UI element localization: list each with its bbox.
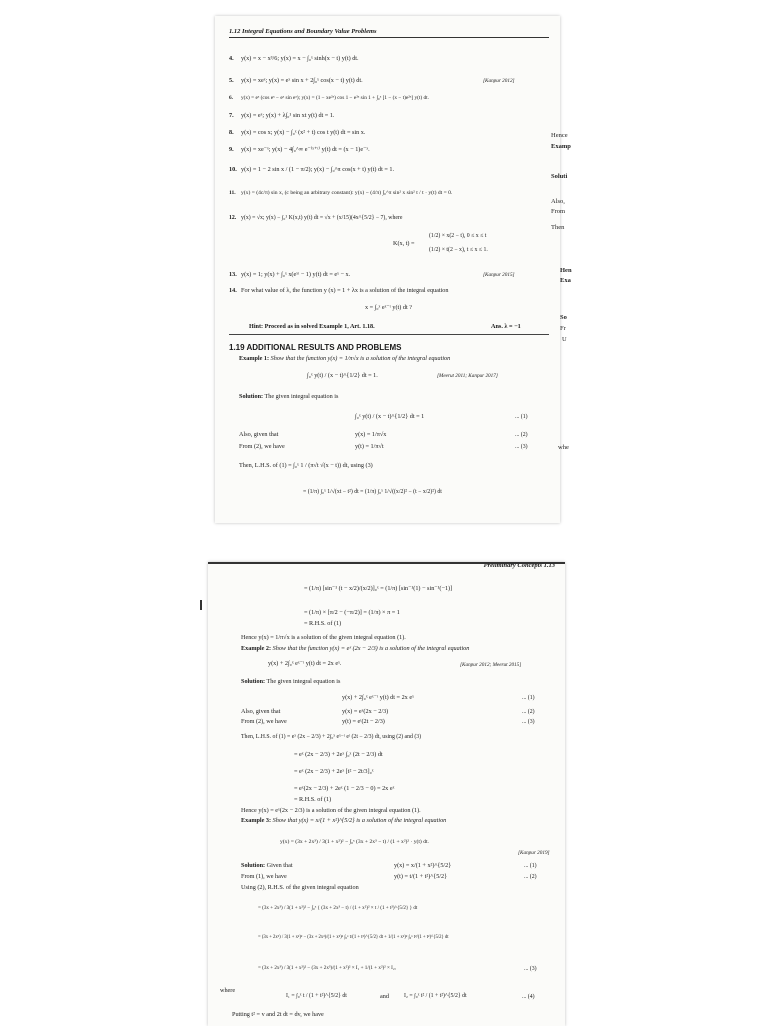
rhs-step-3: = (3x + 2x³) / 3(1 + x²)² − (3x + 2x³)/(1 + x²)² × I₁ + 1/(1 + x²)² × I₂,: [258, 965, 396, 971]
exercise-14: 14. For what value of λ, the function y (x) = 1 + λx is a solution of the integral equation: [229, 287, 449, 294]
exercise-5-source: [Kanpur 2012]: [483, 78, 515, 84]
example-3-equation: y(x) = (3x + 2x³) / 3(1 + x²)² − ∫₀ˣ (3x + 2x³ − t) / (1 + x²)² · y(t) dt.: [280, 839, 429, 845]
equation-1: y(x) + 2∫₀ˣ eˣ⁻ᵗ y(t) dt = 2x eˣ: [342, 694, 414, 701]
from-2: From (2), we have: [239, 443, 285, 450]
edge-mark: [200, 600, 202, 610]
equation-3-tag: ... (3): [522, 719, 535, 725]
equation-2: y(x) = eˣ(2x − 2/3): [342, 708, 389, 715]
example-1-statement: Example 1: Show that the function y(x) = 1/π√x is a solution of the integral equation: [239, 355, 451, 362]
margin-fragment: whe: [558, 444, 569, 451]
kernel-case-1: (1/2) × x(2 − t), 0 ≤ x ≤ t: [429, 233, 487, 239]
example-2-statement: Example 2: Show that the function y(x) = eˣ (2x − 2/3) is a solution of the integral equation: [241, 645, 470, 652]
exercise-13-source: [Kanpur 2015]: [483, 272, 515, 278]
exercise-11: 11. y(x) = (4c/π) sin x, (c being an arbitrary constant): y(x) − (4/π) ∫₀^π sin² x sin² t / t · y(t) dt = 0.: [229, 190, 453, 196]
exercise-12: 12. y(x) = √x; y(x) − ∫₀¹ K(x,t) y(t) dt = √x + (x/15)(4x^{5/2} − 7), where: [229, 215, 403, 221]
kernel-label: K(x, t) =: [393, 240, 415, 247]
then-lhs: Then, L.H.S. of (1) = eˣ (2x − 2/3) + 2∫₀ˣ eˣ⁻ᵗ eᵗ (2t − 2/3) dt, using (2) and (3): [241, 734, 422, 740]
example-3-statement: Example 3: Show that y(x) = x/(1 + x²)^{5/2} is a solution of the integral equation: [241, 817, 447, 824]
document-page-1: [215, 16, 560, 523]
margin-fragment: Fr: [560, 325, 566, 332]
margin-fragment: Also,: [551, 198, 565, 205]
i-tag: ... (4): [522, 994, 535, 1000]
equation-2-tag: ... (2): [515, 432, 528, 438]
hence-1: Hence y(x) = 1/π√x is a solution of the given integral equation (1).: [241, 634, 406, 641]
solution-3: Solution: Given that: [241, 862, 293, 869]
exercise-4: 4. y(x) = x − x³/6; y(x) = x − ∫₀ˣ sinh(x − t) y(t) dt.: [229, 55, 359, 62]
margin-fragment: Exa: [560, 277, 571, 284]
exercise-14-equation: x = ∫₀ˣ eˣ⁻ᵗ y(t) dt ?: [365, 304, 412, 311]
then-lhs-step: = (1/π) ∫₀ˣ 1/√(xt − t²) dt = (1/π) ∫₀ˣ 1/√((x/2)² − (t − x/2)²) dt: [303, 489, 442, 495]
section-title: 1.19 ADDITIONAL RESULTS AND PROBLEMS: [229, 343, 402, 352]
margin-fragment: Then: [551, 224, 565, 231]
putting-line: Putting t² = v and 2t dt = dv, we have: [232, 1011, 324, 1018]
exercise-8: 8. y(x) = cos x; y(x) − ∫₀ˣ (x² + t) cos t y(t) dt = sin x.: [229, 129, 366, 136]
equation-3: y(t) = eᵗ(2t − 2/3): [342, 718, 385, 725]
example-3-source: [Kanpur 2019]: [518, 850, 550, 856]
step-3: = eˣ(2x − 2/3) + 2eˣ (1 − 2/3 − 0) = 2x eˣ: [294, 785, 395, 792]
and-label: and: [380, 993, 389, 1000]
example-1-source: [Meerut 2011; Kanpur 2017]: [437, 373, 498, 379]
from-1: From (1), we have: [241, 873, 287, 880]
exercise-7: 7. y(x) = eˣ; y(x) + λ∫₀¹ sin xt y(t) dt = 1.: [229, 112, 335, 119]
solution-line: Solution: The given integral equation is: [241, 678, 341, 685]
s3-equation-2-tag: ... (2): [524, 874, 537, 880]
margin-fragment: Soluti: [551, 173, 568, 180]
rhs-step-2: = (3x + 2x³) / 3(1 + x²)² − (3x + 2x³)/(1 + x²)² ∫₀ˣ t/(1 + t²)^{5/2} dt + 1/(1 + x²)² ∫₀ˣ t²/(1 + t²)^{5/2} dt: [258, 935, 449, 940]
step-1: = eˣ (2x − 2/3) + 2eˣ ∫₀ˣ (2t − 2/3) dt: [294, 751, 383, 758]
exercise-13: 13. y(x) = 1; y(x) + ∫₀ˣ x(eˣᵗ − 1) y(t) dt = eˣ − x.: [229, 271, 351, 278]
where-label: where: [220, 987, 236, 994]
example-2-equation: y(x) + 2∫₀ˣ eˣ⁻ᵗ y(t) dt = 2x eˣ.: [268, 660, 342, 667]
exercise-9: 9. y(x) = xe⁻ˣ; y(x) − 4∫₀^∞ e⁻⁽ˣ⁺ᵗ⁾ y(t) dt = (x − 1)e⁻ˣ.: [229, 146, 370, 153]
then-lhs: Then, L.H.S. of (1) = ∫₀ˣ 1 / (π√t √(x − t)) dt, using (3): [239, 462, 373, 469]
kernel-case-2: (1/2) × t(2 − x), t ≤ x ≤ 1.: [429, 247, 488, 253]
document-page-2: [208, 562, 565, 1026]
i1-definition: I₁ = ∫₀ˣ t / (1 + t²)^{5/2} dt: [286, 993, 347, 999]
page-header: Preliminary Concepts 1.13: [483, 562, 555, 569]
s3-equation-1: y(x) = x/(1 + x²)^{5/2}: [394, 862, 452, 869]
example-1-equation: ∫₀ˣ y(t) / (x − t)^{1/2} dt = 1.: [307, 372, 378, 379]
also-given: Also, given that: [241, 708, 281, 715]
exercise-6: 6. y(x) = eˣ (cos eˣ − eˣ sin eˣ); y(x) = (1 − xe²ˣ) cos 1 − e²ˣ sin 1 + ∫₀ˣ [1 − (x − t)e²ˣ] y(t) dt.: [229, 95, 429, 101]
continued-step-1: = (1/π) [sin⁻¹ (t − x/2)/(x/2)]₀ˣ = (1/π) [sin⁻¹(1) − sin⁻¹(−1)]: [304, 585, 453, 592]
using-2: Using (2), R.H.S. of the given integral equation: [241, 884, 359, 891]
equation-3-tag: ... (3): [515, 444, 528, 450]
margin-fragment: From: [551, 208, 566, 215]
hint-text: Hint: Proceed as in solved Example 1, Art. 1.18.: [249, 323, 375, 330]
rhs-step-1: = (3x + 2x³) / 3(1 + x²)² − ∫₀ˣ { (3x + 2x³ − t) / (1 + x²)² × t / (1 + t²)^{5/2} } dt: [258, 905, 418, 911]
solution-line: Solution: The given integral equation is: [239, 393, 339, 400]
exercise-10: 10. y(x) = 1 − 2 sin x / (1 − π/2); y(x) − ∫₀^π cos(x + t) y(t) dt = 1.: [229, 166, 395, 173]
continued-step-3: = R.H.S. of (1): [304, 620, 342, 627]
step-4: = R.H.S. of (1): [294, 796, 332, 803]
from-2: From (2), we have: [241, 718, 287, 725]
answer-text: Ans. λ = −1: [491, 323, 521, 330]
equation-1-tag: ... (1): [522, 695, 535, 701]
continued-step-2: = (1/π) × [π/2 − (−π/2)] = (1/π) × π = 1: [304, 609, 400, 616]
also-given: Also, given that: [239, 431, 279, 438]
margin-fragment: Hence: [551, 132, 568, 139]
i2-definition: I₂ = ∫₀ˣ t² / (1 + t²)^{5/2} dt: [404, 993, 467, 999]
divider: [229, 334, 549, 335]
exercise-5: 5. y(x) = xeˣ; y(x) = eˣ sin x + 2∫₀ˣ cos(x − t) y(t) dt.: [229, 77, 363, 84]
example-2-source: [Kanpur 2012; Meerut 2015]: [460, 662, 522, 668]
s3-equation-1-tag: ... (1): [524, 863, 537, 869]
page-header: 1.12 Integral Equations and Boundary Value Problems: [229, 28, 549, 38]
equation-2-tag: ... (2): [522, 709, 535, 715]
rhs-tag: ... (3): [524, 966, 537, 972]
equation-1: ∫₀ˣ y(t) / (x − t)^{1/2} dt = 1: [355, 413, 425, 420]
equation-3: y(t) = 1/π√t: [355, 443, 384, 450]
margin-fragment: Examp: [551, 143, 571, 150]
s3-equation-2: y(t) = t/(1 + t²)^{5/2}: [394, 873, 448, 880]
margin-fragment: Hen: [560, 267, 572, 274]
equation-2: y(x) = 1/π√x: [355, 431, 387, 438]
margin-fragment: U: [562, 336, 567, 343]
step-2: = eˣ (2x − 2/3) + 2eˣ [t² − 2t/3]₀ˣ: [294, 768, 374, 775]
equation-1-tag: ... (1): [515, 414, 528, 420]
hence-2: Hence y(x) = eˣ(2x − 2/3) is a solution of the given integral equation (1).: [241, 807, 421, 814]
margin-fragment: So: [560, 314, 567, 321]
